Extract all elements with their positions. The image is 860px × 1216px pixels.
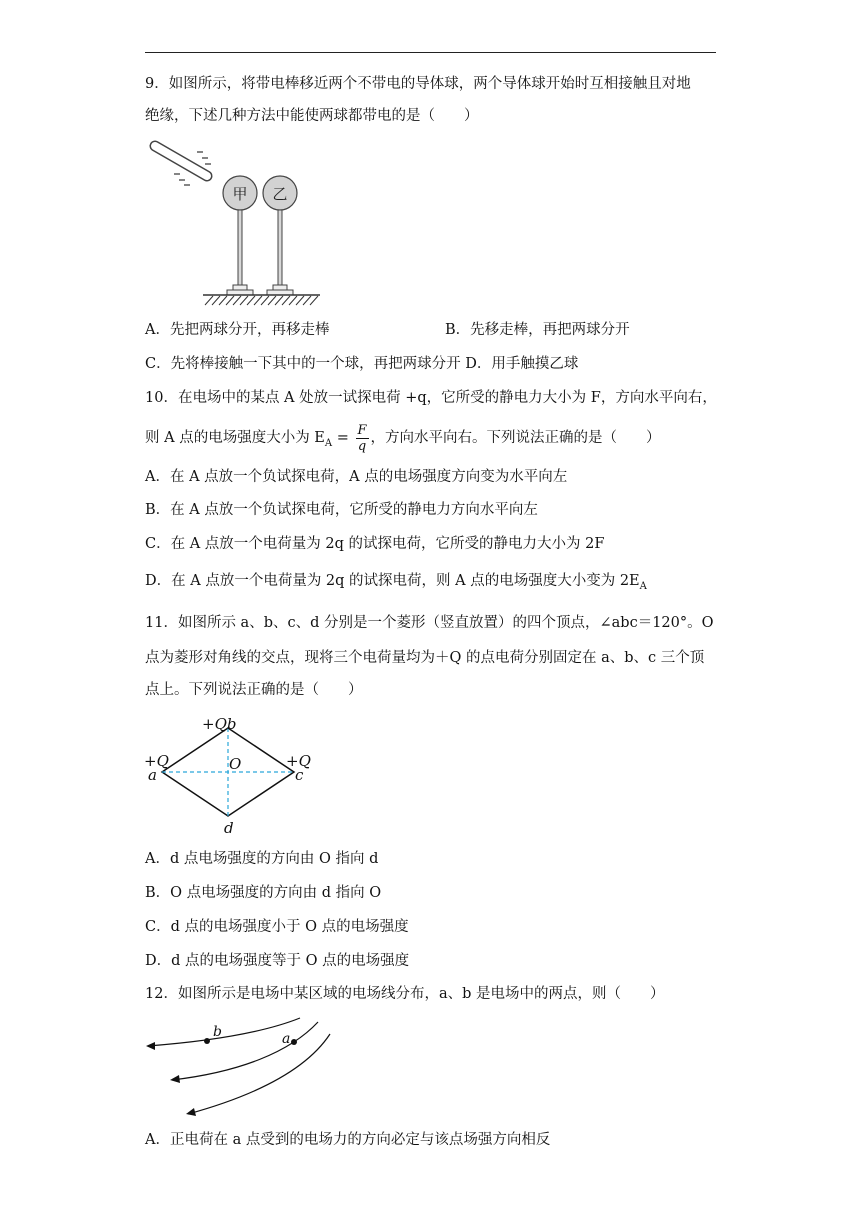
q11-option-a: A．d 点电场强度的方向由 O 指向 d	[145, 851, 379, 867]
vertex-c-charge: +Q	[286, 752, 311, 770]
q11-figure-rhombus	[140, 712, 320, 840]
vertex-c-label: c	[295, 766, 304, 784]
q9-stem-line1: 9．如图所示，将带电棒移近两个不带电的导体球，两个导体球开始时互相接触且对地	[145, 76, 691, 92]
q9-figure-charged-rod-spheres	[145, 138, 330, 308]
q11-stem-line1: 11．如图所示 a、b、c、d 分别是一个菱形（竖直放置）的四个顶点，∠abc＝120°。O	[145, 615, 714, 631]
q9-option-c-d: C．先将棒接触一下其中的一个球，再把两球分开 D．用手触摸乙球	[145, 356, 579, 372]
q10-stem-line1: 10．在电场中的某点 A 处放一试探电荷 +q，它所受的静电力大小为 F，方向水平向右，	[145, 390, 717, 406]
vertex-d-label: d	[224, 819, 234, 837]
vertex-b-label: +Qb	[202, 715, 237, 733]
vertex-a-charge: +Q	[144, 752, 169, 770]
point-a	[291, 1039, 297, 1045]
q11-option-b: B．O 点电场强度的方向由 d 指向 O	[145, 885, 382, 901]
q10-option-d-subscript: A	[639, 580, 647, 592]
q11-option-d: D．d 点的电场强度等于 O 点的电场强度	[145, 953, 410, 969]
q10-stem-line2-post: ，方向水平向右。下列说法正确的是（ ）	[370, 430, 661, 446]
q10-option-a: A．在 A 点放一个负试探电荷，A 点的电场强度方向变为水平向左	[145, 469, 568, 485]
q10-option-b: B．在 A 点放一个负试探电荷，它所受的静电力方向水平向左	[145, 502, 538, 518]
q11-stem-line3: 点上。下列说法正确的是（ ）	[145, 682, 363, 698]
q12-figure-field-lines	[140, 1012, 340, 1122]
q12-option-a: A．正电荷在 a 点受到的电场力的方向必定与该点场强方向相反	[145, 1132, 551, 1148]
q10-option-c: C．在 A 点放一个电荷量为 2q 的试探电荷，它所受的静电力大小为 2F	[145, 536, 605, 552]
q10-stem-line2	[145, 420, 661, 462]
point-b	[204, 1038, 210, 1044]
sphere-jia-label: 甲	[232, 185, 248, 203]
center-o-label: O	[229, 755, 242, 773]
point-b-label: b	[213, 1024, 222, 1040]
q10-stem-line2-pre: 则 A 点的电场强度大小为 E	[145, 430, 325, 446]
q10-equals: =	[332, 430, 354, 446]
q10-ea-subscript: A	[324, 437, 333, 449]
q9-stem-line2: 绝缘，下述几种方法中能使两球都带电的是（ ）	[145, 108, 479, 124]
q12-stem: 12．如图所示是电场中某区域的电场线分布，a、b 是电场中的两点，则（ ）	[145, 986, 665, 1002]
arrowhead-3	[186, 1108, 196, 1116]
vertex-a-label: a	[148, 766, 157, 784]
header-rule	[145, 52, 716, 53]
arrowhead-1	[146, 1042, 155, 1050]
ground-hatch	[203, 295, 320, 305]
sphere-yi-label: 乙	[272, 185, 288, 203]
q10-fraction-numerator: F	[357, 422, 367, 438]
point-a-label: a	[282, 1031, 291, 1047]
arrowhead-2	[170, 1075, 180, 1083]
q10-option-d-text: D．在 A 点放一个电荷量为 2q 的试探电荷，则 A 点的电场强度大小变为 2E	[145, 573, 640, 589]
q11-stem-line2: 点为菱形对角线的交点，现将三个电荷量均为＋Q 的点电荷分别固定在 a、b、c 三个顶	[145, 650, 705, 666]
q9-option-a: A．先把两球分开，再移走棒	[145, 322, 330, 338]
q10-formula-fraction	[356, 423, 369, 454]
q9-option-b: B．先移走棒，再把两球分开	[445, 322, 630, 338]
q10-option-d	[145, 571, 647, 597]
q11-option-c: C．d 点的电场强度小于 O 点的电场强度	[145, 919, 409, 935]
q10-fraction-denominator: q	[357, 438, 367, 454]
field-line-2	[172, 1022, 318, 1080]
charged-rod	[155, 146, 207, 176]
field-line-1	[148, 1018, 300, 1046]
